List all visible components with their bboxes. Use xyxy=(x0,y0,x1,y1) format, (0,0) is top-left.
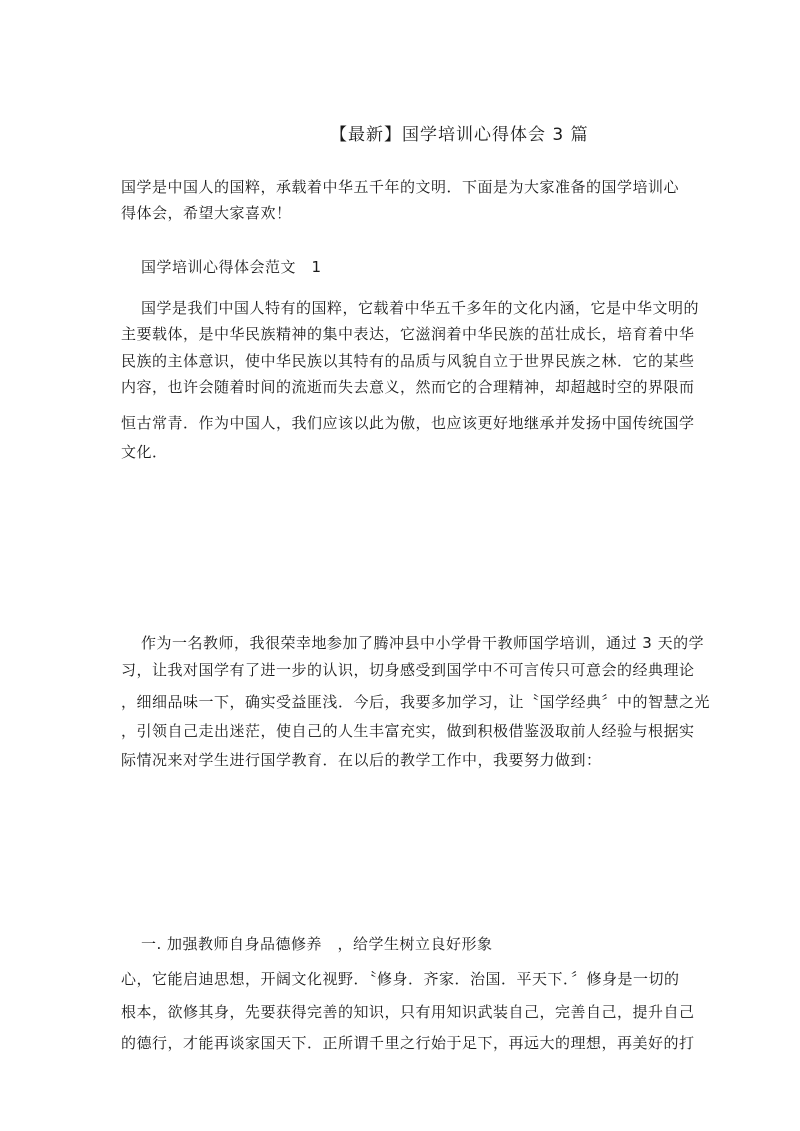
intro-line-1: 国学是中国人的国粹，承载着中华五千年的文明．下面是为大家准备的国学培训心 xyxy=(121,178,680,196)
point1-heading: 一. 加强教师自身品德修养 ，给学生树立良好形象 xyxy=(141,935,493,953)
paragraph3-line-2: 根本，欲修其身，先要获得完善的知识，只有用知识武装自己，完善自己，提升自己 xyxy=(121,1003,695,1021)
paragraph2-line-5: 际情况来对学生进行国学教育．在以后的教学工作中，我要努力做到： xyxy=(121,751,602,769)
paragraph2-line-4: ，引领自己走出迷茫，使自己的人生丰富充实，做到积极借鉴汲取前人经验与根据实 xyxy=(121,722,695,740)
section-heading: 国学培训心得体会范文 1 xyxy=(141,258,322,276)
paragraph1-line-6: 文化． xyxy=(121,443,168,461)
paragraph2-line-2: 习，让我对国学有了进一步的认识，切身感受到国学中不可言传只可意会的经典理论 xyxy=(121,661,695,679)
paragraph2-line-1: 作为一名教师，我很荣幸地参加了腾冲县中小学骨干教师国学培训，通过 3 天的学 xyxy=(141,634,705,652)
paragraph1-line-1: 国学是我们中国人特有的国粹，它载着中华五千多年的文化内涵，它是中华文明的 xyxy=(141,299,700,317)
paragraph1-line-4: 内容，也许会随着时间的流逝而失去意义，然而它的合理精神，却超越时空的界限而 xyxy=(121,378,695,396)
paragraph1-line-5: 恒古常青．作为中国人，我们应该以此为傲，也应该更好地继承并发扬中国传统国学 xyxy=(121,414,695,432)
paragraph3-line-1: 心，它能启迪思想，开阔文化视野．〝修身．齐家．治国．平天下．〞修身是一切的 xyxy=(121,970,680,988)
paragraph2-line-3: ，细细品味一下，确实受益匪浅．今后，我要多加学习，让〝国学经典〞中的智慧之光 xyxy=(121,693,711,711)
document-title: 【最新】国学培训心得体会 3 篇 xyxy=(330,125,589,145)
paragraph1-line-3: 民族的主体意识，使中华民族以其特有的品质与风貌自立于世界民族之林．它的某些 xyxy=(121,352,695,370)
paragraph3-line-3: 的德行，才能再谈家国天下．正所谓千里之行始于足下，再远大的理想，再美好的打 xyxy=(121,1034,695,1052)
intro-line-2: 得体会，希望大家喜欢！ xyxy=(121,204,292,222)
paragraph1-line-2: 主要载体，是中华民族精神的集中表达，它滋润着中华民族的茁壮成长，培育着中华 xyxy=(121,325,695,343)
